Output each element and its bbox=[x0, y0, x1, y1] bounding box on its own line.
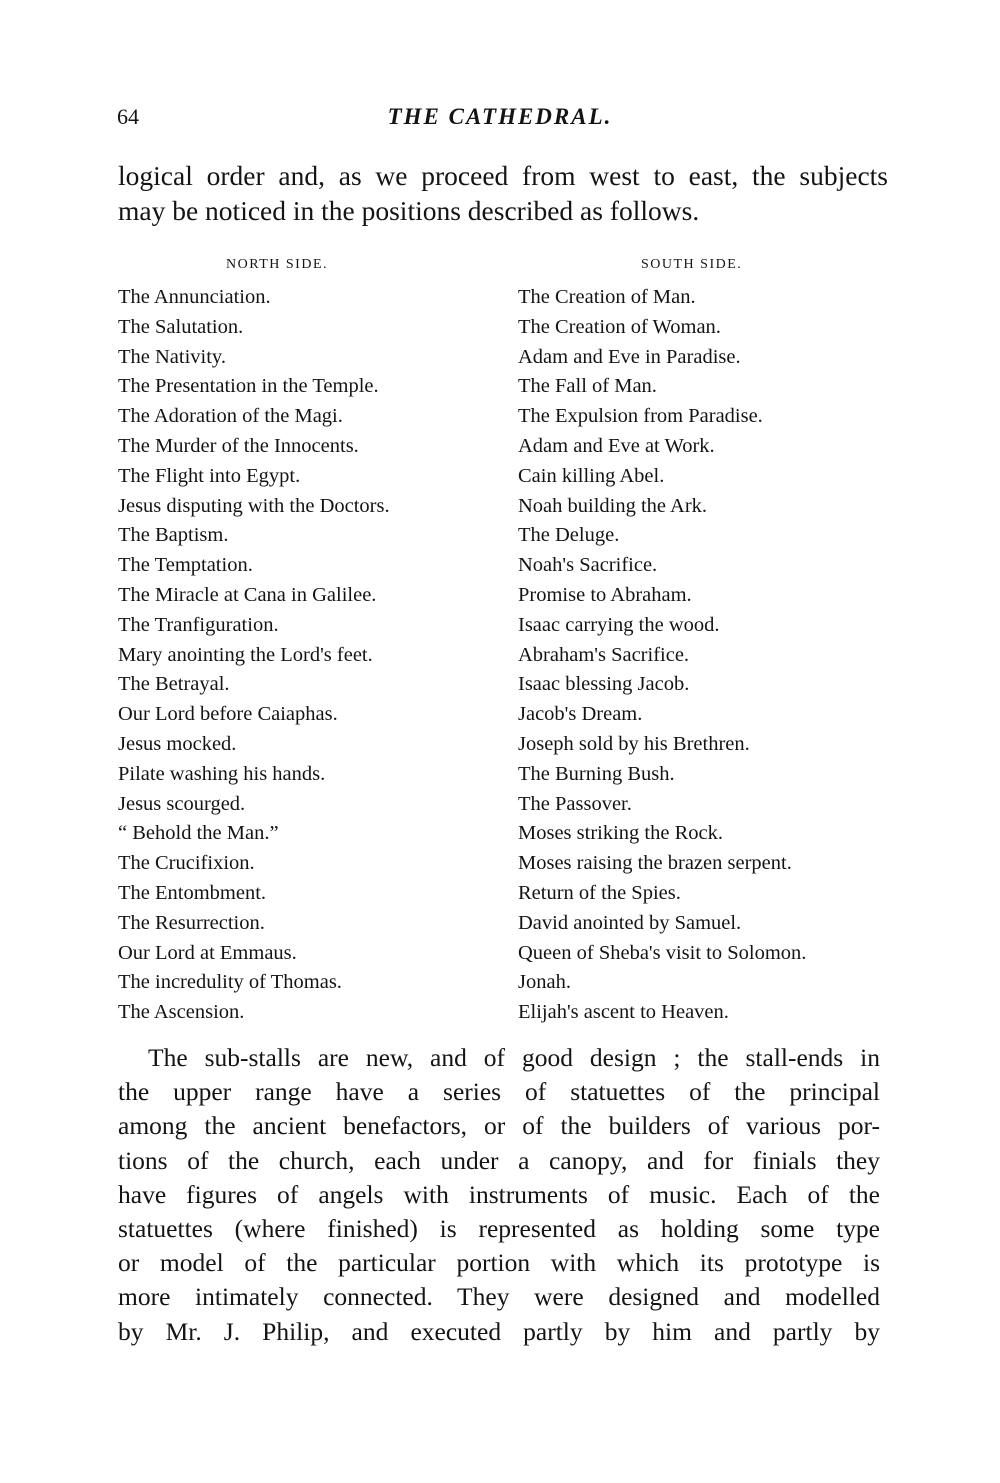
closing-line: have figures of angels with instruments of music. Each of the bbox=[118, 1179, 880, 1209]
north-side-heading: NORTH SIDE. bbox=[226, 257, 328, 272]
closing-paragraph bbox=[118, 1041, 880, 1349]
list-item: Abraham's Sacrifice. bbox=[518, 643, 690, 666]
list-item: Isaac blessing Jacob. bbox=[518, 673, 690, 696]
list-item: Noah's Sacrifice. bbox=[518, 554, 658, 577]
list-item: The Ascension. bbox=[118, 1001, 245, 1024]
closing-line: by Mr. J. Philip, and executed partly by him and partly by bbox=[118, 1316, 880, 1346]
list-item: Jesus mocked. bbox=[118, 732, 237, 755]
list-item: Moses striking the Rock. bbox=[518, 822, 723, 845]
page-number: 64 bbox=[117, 104, 139, 129]
south-side-list bbox=[518, 283, 898, 1028]
list-item: “ Behold the Man.” bbox=[118, 822, 279, 845]
list-item: David anointed by Samuel. bbox=[518, 911, 742, 934]
closing-line: the upper range have a series of statuettes of the principal bbox=[118, 1077, 880, 1107]
list-item: Noah building the Ark. bbox=[518, 494, 708, 517]
list-item: Our Lord at Emmaus. bbox=[118, 941, 297, 964]
list-item: Jesus scourged. bbox=[118, 792, 246, 815]
intro-paragraph bbox=[118, 158, 888, 228]
closing-line: more intimately connected. They were designed and modelled bbox=[118, 1282, 880, 1312]
closing-line: The sub-stalls are new, and of good design ; the stall-ends in bbox=[148, 1043, 880, 1072]
list-item: The Miracle at Cana in Galilee. bbox=[118, 583, 377, 606]
list-item: The Resurrection. bbox=[118, 911, 265, 934]
list-item: Cain killing Abel. bbox=[518, 464, 665, 487]
list-item: Jesus disputing with the Doctors. bbox=[118, 494, 390, 517]
list-item: The Flight into Egypt. bbox=[118, 464, 301, 487]
list-item: The Annunciation. bbox=[118, 286, 271, 308]
list-item: Adam and Eve at Work. bbox=[518, 434, 715, 457]
list-item: Jonah. bbox=[518, 971, 571, 994]
list-item: The Burning Bush. bbox=[518, 762, 675, 785]
list-item: The Presentation in the Temple. bbox=[118, 375, 379, 398]
north-side-list bbox=[118, 283, 498, 1028]
list-item: Promise to Abraham. bbox=[518, 583, 692, 606]
list-item: The Nativity. bbox=[118, 345, 226, 368]
list-item: The Salutation. bbox=[118, 315, 244, 338]
list-item: The Temptation. bbox=[118, 554, 253, 577]
list-item: Our Lord before Caiaphas. bbox=[118, 703, 338, 726]
list-item: The Deluge. bbox=[518, 524, 620, 547]
list-item: Return of the Spies. bbox=[518, 881, 681, 904]
list-item: Queen of Sheba's visit to Solomon. bbox=[518, 941, 807, 964]
list-item: The Expulsion from Paradise. bbox=[518, 405, 763, 428]
closing-line: or model of the particular portion with which its prototype is bbox=[118, 1248, 880, 1278]
list-item: The Creation of Man. bbox=[518, 286, 696, 308]
list-item: The Crucifixion. bbox=[118, 852, 255, 875]
list-item: The Betrayal. bbox=[118, 673, 230, 696]
list-item: The Fall of Man. bbox=[518, 375, 657, 398]
list-item: Isaac carrying the wood. bbox=[518, 613, 720, 636]
list-item: The Entombment. bbox=[118, 881, 267, 904]
list-item: The Adoration of the Magi. bbox=[118, 405, 343, 428]
closing-line: among the ancient benefactors, or of the builders of various por- bbox=[118, 1111, 880, 1141]
list-item: The Passover. bbox=[518, 792, 632, 815]
list-item: Adam and Eve in Paradise. bbox=[518, 345, 741, 368]
list-item: Moses raising the brazen serpent. bbox=[518, 852, 792, 875]
list-item: The Baptism. bbox=[118, 524, 229, 547]
list-item: Mary anointing the Lord's feet. bbox=[118, 643, 373, 666]
list-item: Jacob's Dream. bbox=[518, 703, 643, 726]
intro-line: may be noticed in the positions described as follows. bbox=[118, 195, 700, 226]
list-item: Joseph sold by his Brethren. bbox=[518, 732, 750, 755]
list-item: The Tranfiguration. bbox=[118, 613, 279, 636]
closing-line: tions of the church, each under a canopy, and for finials they bbox=[118, 1145, 880, 1175]
list-item: The Murder of the Innocents. bbox=[118, 434, 359, 457]
south-side-heading: SOUTH SIDE. bbox=[641, 257, 743, 272]
list-item: Elijah's ascent to Heaven. bbox=[518, 1001, 729, 1024]
list-item: The incredulity of Thomas. bbox=[118, 971, 342, 994]
intro-line: logical order and, as we proceed from west to east, the subjects bbox=[118, 160, 888, 191]
running-head: THE CATHEDRAL. bbox=[387, 104, 613, 129]
closing-line: statuettes (where finished) is represented as holding some type bbox=[118, 1214, 880, 1244]
list-item: Pilate washing his hands. bbox=[118, 762, 326, 785]
list-item: The Creation of Woman. bbox=[518, 315, 721, 338]
